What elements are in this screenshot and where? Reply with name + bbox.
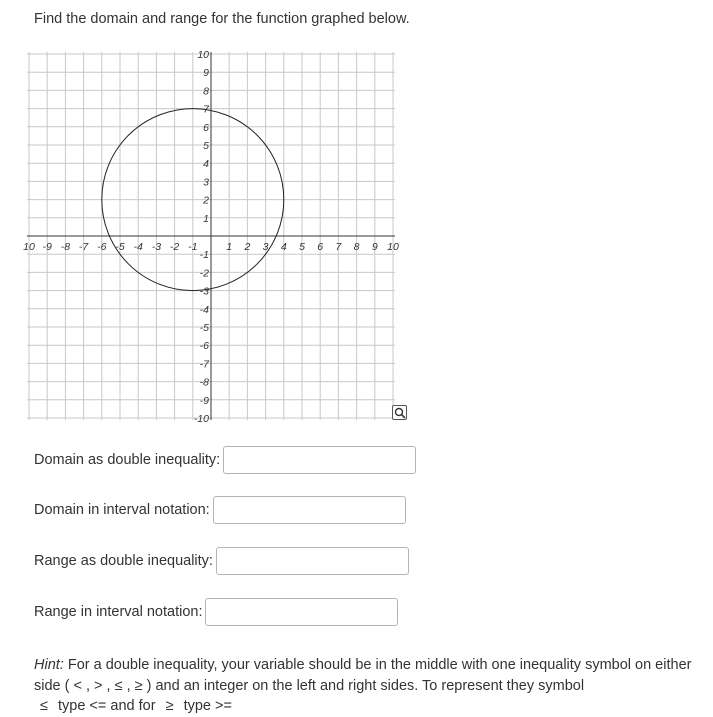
x-tick-label: 6 [317,241,324,253]
y-tick-label: 2 [203,194,209,207]
y-tick-label: -2 [199,267,209,280]
x-tick-label: -2 [169,241,180,253]
domain-interval-row [34,496,406,524]
y-tick-label: 3 [203,176,209,189]
y-tick-label: 6 [203,121,209,134]
y-tick-label: 8 [203,85,209,98]
x-tick-label: -3 [151,241,162,253]
x-tick-label: -5 [115,241,125,253]
y-tick-label: -1 [199,249,209,262]
domain-inequality-input[interactable] [223,446,416,474]
axes [27,52,395,420]
y-tick-label: -4 [199,303,209,316]
y-tick-label: -3 [199,285,209,298]
y-tick-label: 1 [203,212,209,225]
inequality-symbols: < , > , ≤ , ≥ [73,677,143,694]
zoom-button[interactable] [392,405,407,420]
question-text: Find the domain and range for the function graphed below. [34,11,410,27]
x-tick-label: 5 [299,241,305,253]
y-tick-label: 5 [203,140,209,152]
magnifier-icon [394,407,406,419]
x-tick-label: 4 [280,241,287,253]
x-tick-label: -9 [42,241,52,253]
x-tick-label: -8 [60,241,71,253]
x-tick-label: -7 [78,241,89,253]
y-tick-label: -8 [199,376,209,389]
range-interval-input[interactable] [205,598,398,626]
range-inequality-row [34,547,409,575]
x-tick-label: -1 [188,241,198,253]
y-tick-label: 4 [203,158,209,171]
x-tick-label: 1 [226,241,233,253]
x-tick-label: 8 [353,241,360,253]
le-symbol: ≤ [40,698,48,714]
range-inequality-label: Range as double inequality: [34,553,213,569]
x-tick-label: 9 [371,241,378,253]
x-tick-label: -6 [97,241,107,253]
range-interval-row [34,598,398,626]
x-tick-label: 3 [262,241,269,253]
x-tick-label: 7 [335,241,342,253]
range-interval-label: Range in interval notation: [34,604,203,620]
x-tick-label: 10 [23,241,35,253]
domain-inequality-label: Domain as double inequality: [34,452,221,468]
y-tick-label: 10 [197,49,209,61]
hint-text-1: For a double inequality, your variable should be in the middle with one inequality symbol on either side ( [34,657,692,694]
x-tick-label: 2 [244,241,251,253]
y-axis-tick-labels [194,49,210,425]
ge-instruction: type >= [183,698,232,714]
y-tick-label: -9 [199,394,209,407]
domain-inequality-row [34,446,416,474]
x-tick-label: -4 [133,241,143,253]
y-tick-label: -5 [199,322,209,334]
hint-lead: Hint: [34,657,64,673]
y-tick-label: 9 [203,67,209,80]
y-tick-label: 7 [203,103,209,116]
hint-text [34,655,694,717]
domain-interval-label: Domain in interval notation: [34,502,210,518]
y-tick-label: -10 [193,413,209,425]
ge-symbol: ≥ [165,698,174,714]
le-instruction: type <= and for [58,698,156,714]
domain-interval-input[interactable] [213,496,406,524]
range-inequality-input[interactable] [216,547,409,575]
y-tick-label: -6 [199,340,209,353]
hint-text-2: ) and an integer on the left and right sides. To represent they symbol [146,677,585,694]
x-tick-label: 10 [387,241,399,253]
y-tick-label: -7 [199,358,209,371]
